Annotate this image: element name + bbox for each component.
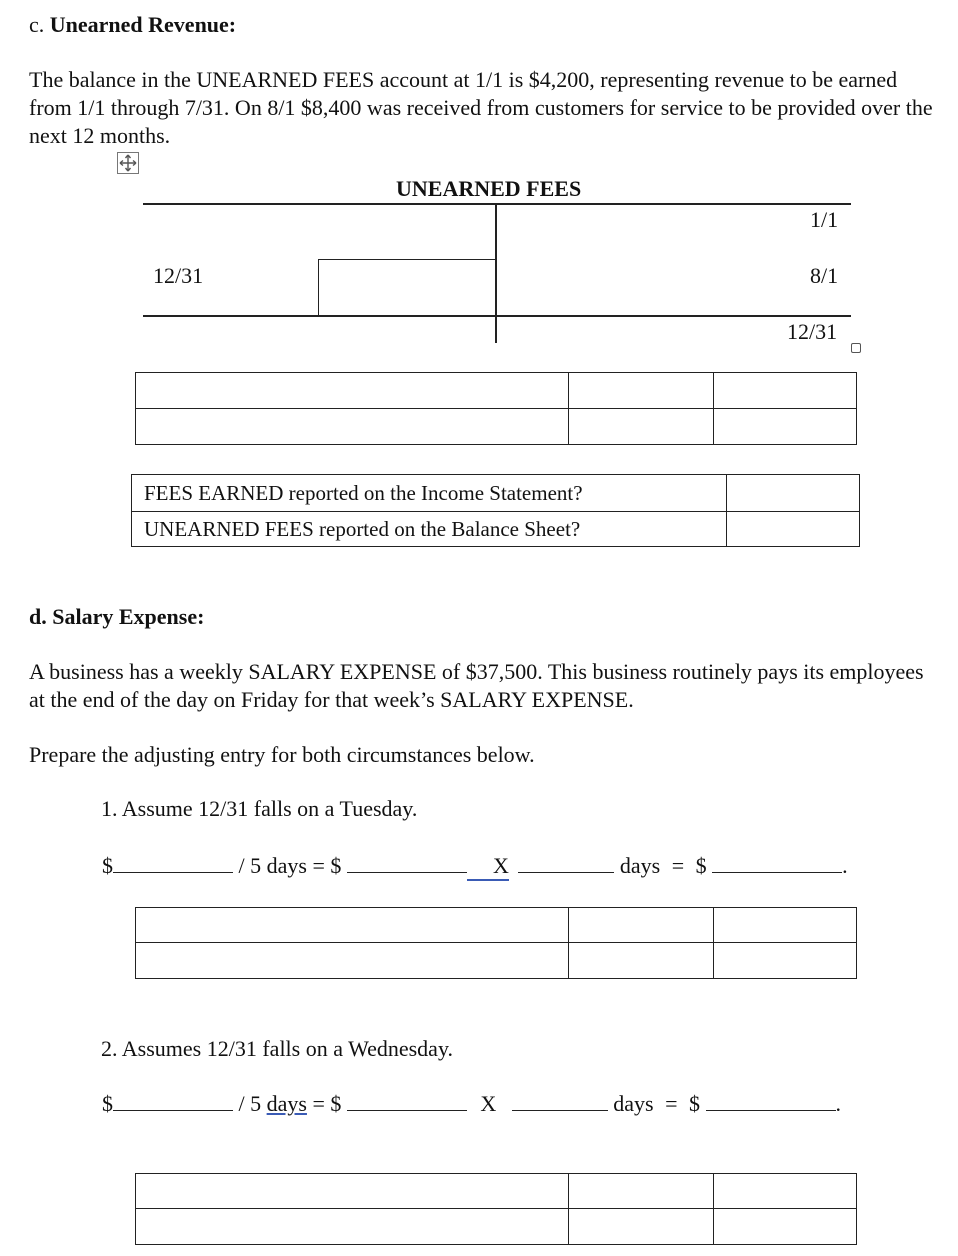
case1-times: X: [467, 853, 509, 881]
entry-account-cell[interactable]: [136, 908, 569, 943]
entry-account-cell[interactable]: [136, 373, 569, 409]
entry-credit-cell[interactable]: [714, 908, 857, 943]
case2-period: .: [835, 1091, 842, 1116]
journal-entry-table-c: [135, 372, 857, 445]
section-d-prefix: d.: [29, 604, 47, 629]
case2-weekly-amount-blank[interactable]: [113, 1092, 233, 1111]
t-account-title: UNEARNED FEES: [396, 176, 582, 201]
question-unearned-fees: UNEARNED FEES reported on the Balance Sheet?: [132, 512, 727, 547]
t-account-balance-line: [143, 315, 851, 317]
entry-credit-cell[interactable]: [714, 409, 857, 445]
entry-account-cell[interactable]: [136, 1209, 569, 1245]
entry-debit-cell[interactable]: [569, 409, 714, 445]
t-account-top-line: [143, 203, 851, 205]
case2-dollar2: $: [689, 1091, 701, 1116]
journal-entry-table-d1: [135, 907, 857, 979]
case2-equals: =: [665, 1091, 678, 1116]
questions-table: [131, 474, 860, 547]
entry-debit-cell[interactable]: [569, 943, 714, 979]
t-account-right-date-1: 1/1: [810, 207, 839, 232]
answer-fees-earned-cell[interactable]: [727, 475, 860, 512]
case2-total-blank[interactable]: [706, 1092, 836, 1111]
case1-period: .: [842, 853, 848, 878]
t-account-left-date: 12/31: [153, 263, 204, 288]
move-handle-icon[interactable]: [117, 152, 139, 174]
case1-days-label: days: [619, 853, 661, 878]
entry-debit-cell[interactable]: [569, 1209, 714, 1245]
entry-credit-cell[interactable]: [714, 373, 857, 409]
entry-debit-cell[interactable]: [569, 1174, 714, 1209]
case2-days-word: days: [266, 1091, 307, 1116]
case2-equals-dollar: = $: [312, 1091, 342, 1116]
case2-title: 2. Assumes 12/31 falls on a Wednesday.: [101, 1036, 454, 1061]
journal-entry-table-d2: [135, 1173, 857, 1245]
entry-account-cell[interactable]: [136, 943, 569, 979]
entry-debit-cell[interactable]: [569, 908, 714, 943]
section-c-title: Unearned Revenue:: [49, 12, 237, 37]
entry-credit-cell[interactable]: [714, 1209, 857, 1245]
case1-formula: [102, 853, 848, 881]
table-resize-handle[interactable]: [851, 343, 861, 353]
case1-per-days: / 5 days = $: [238, 853, 342, 878]
case1-title: 1. Assume 12/31 falls on a Tuesday.: [101, 796, 418, 821]
entry-credit-cell[interactable]: [714, 1174, 857, 1209]
case1-weekly-amount-blank[interactable]: [113, 854, 233, 873]
case1-days-blank[interactable]: [518, 854, 614, 873]
t-account-right-date-3: 12/31: [787, 319, 838, 344]
section-d-heading: [29, 604, 204, 630]
case2-per: / 5: [238, 1091, 262, 1116]
question-fees-earned: FEES EARNED reported on the Income Statement?: [132, 475, 727, 512]
answer-unearned-fees-cell[interactable]: [727, 512, 860, 547]
case1-daily-amount-blank[interactable]: [347, 854, 467, 873]
entry-account-cell[interactable]: [136, 1174, 569, 1209]
case1-total-blank[interactable]: [712, 854, 842, 873]
entry-account-cell[interactable]: [136, 409, 569, 445]
case2-daily-amount-blank[interactable]: [347, 1092, 467, 1111]
entry-debit-cell[interactable]: [569, 373, 714, 409]
section-d-instruction: Prepare the adjusting entry for both circumstances below.: [29, 742, 535, 767]
case1-dollar: $: [102, 853, 113, 878]
t-account-right-date-2: 8/1: [810, 263, 839, 288]
case2-dollar: $: [102, 1091, 113, 1116]
section-c-heading: [29, 12, 236, 38]
section-d-title: Salary Expense:: [52, 604, 205, 629]
section-c-paragraph: The balance in the UNEARNED FEES account at 1/1 is $4,200, representing revenue to be earned from 1/1 through 7/31. On 8/1 $8,400 was received from customers for service to be provided over the next 12 months.: [29, 67, 933, 148]
case1-equals: =: [671, 853, 685, 878]
case2-times: X: [480, 1091, 497, 1116]
case2-days-blank[interactable]: [512, 1092, 608, 1111]
section-c-prefix: c.: [29, 12, 45, 37]
case1-dollar2: $: [695, 853, 707, 878]
case2-formula: [102, 1091, 841, 1117]
section-d-paragraph: A business has a weekly SALARY EXPENSE of $37,500. This business routinely pays its employees at the end of the day on Friday for that week’s SALARY EXPENSE.: [29, 659, 924, 712]
case2-days-label: days: [613, 1091, 654, 1116]
t-account-left-entry-box[interactable]: [318, 259, 497, 317]
entry-credit-cell[interactable]: [714, 943, 857, 979]
